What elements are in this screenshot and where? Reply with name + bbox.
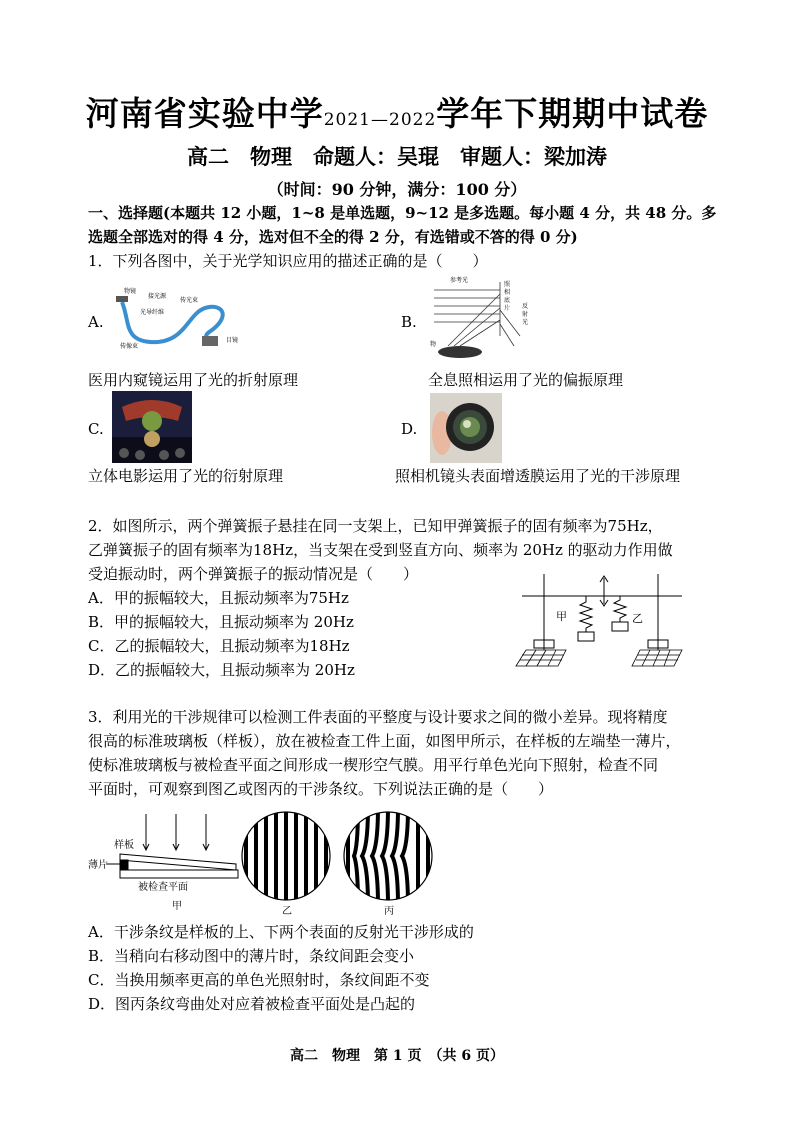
label-fiber: 光导纤维 xyxy=(140,309,165,316)
label-light-source: 接光源 xyxy=(148,293,167,300)
q3-option-c: C．当换用频率更高的单色光照射时，条纹间距不变 xyxy=(88,971,430,989)
label-fig-yi: 乙 xyxy=(282,906,292,917)
q2-stem-line3: 受迫振动时，两个弹簧振子的振动情况是（ ） xyxy=(88,565,419,583)
q2-option-b: B．甲的振幅较大，且振动频率为 20Hz xyxy=(88,613,354,631)
svg-text:照: 照 xyxy=(504,281,511,288)
svg-text:反: 反 xyxy=(522,303,529,310)
endoscope-figure xyxy=(110,282,250,352)
3d-movie-photo xyxy=(112,391,192,463)
label-baopian: 薄片 xyxy=(88,860,108,871)
label-image-beam: 传像束 xyxy=(120,343,139,350)
exam-title: 河南省实验中学2021—2022学年下期期中试卷 xyxy=(85,94,709,133)
label-light-beam: 传光束 xyxy=(180,297,199,304)
q2-stem-line1: 2．如图所示，两个弹簧振子悬挂在同一支架上，已知甲弹簧振子的固有频率为75Hz， xyxy=(88,517,663,535)
label-reference-light: 参考光 xyxy=(450,277,469,284)
q1-option-b-label: B. xyxy=(401,313,417,331)
label-object: 物 xyxy=(430,341,437,348)
q3-stem-line4: 平面时，可观察到图乙或图丙的干涉条纹。下列说法正确的是（ ） xyxy=(88,780,554,798)
label-inspected-plane: 被检查平面 xyxy=(138,882,188,893)
q1-option-a-text: 医用内窥镜运用了光的折射原理 xyxy=(88,371,299,389)
svg-text:光: 光 xyxy=(522,319,529,326)
time-info: （时间：90 分钟，满分：100 分） xyxy=(267,180,527,199)
q1-option-d-text: 照相机镜头表面增透膜运用了光的干涉原理 xyxy=(395,467,681,485)
q2-option-d: D．乙的振幅较大，且振动频率为 20Hz xyxy=(88,661,355,679)
svg-text:底: 底 xyxy=(504,297,511,304)
label-yi: 乙 xyxy=(632,612,643,625)
svg-text:片: 片 xyxy=(504,305,511,312)
q3-option-b: B．当稍向右移动图中的薄片时，条纹间距会变小 xyxy=(88,947,415,965)
exam-subtitle: 高二 物理 命题人：吴琨 审题人：梁加涛 xyxy=(187,145,607,169)
q3-stem-line2: 很高的标准玻璃板（样板），放在被检查工件上面，如图甲所示，在样板的左端垫一薄片， xyxy=(88,732,681,750)
q1-option-a-label: A. xyxy=(88,313,104,331)
interference-figure xyxy=(86,806,446,918)
section-heading-line1: 一、选择题(本题共 12 小题，1~8 是单选题，9~12 是多选题。每小题 4 分，共 48 分。多 xyxy=(88,204,717,222)
label-fig-bing: 丙 xyxy=(384,906,394,917)
q3-option-d: D．图丙条纹弯曲处对应着被检查平面处是凸起的 xyxy=(88,995,416,1013)
q1-option-d-label: D. xyxy=(401,420,418,438)
q1-stem: 1．下列各图中，关于光学知识应用的描述正确的是（ ） xyxy=(88,252,488,270)
label-jia: 甲 xyxy=(556,610,567,623)
label-objective: 物镜 xyxy=(124,288,137,295)
label-yangban: 样板 xyxy=(114,840,134,851)
svg-text:相: 相 xyxy=(504,289,511,296)
section-heading-line2: 选题全部选对的得 4 分，选对但不全的得 2 分，有选错或不答的得 0 分) xyxy=(88,228,578,246)
holography-figure xyxy=(428,274,558,362)
q2-option-c: C．乙的振幅较大，且振动频率为18Hz xyxy=(88,637,350,655)
spring-oscillator-figure xyxy=(512,570,692,670)
svg-text:射: 射 xyxy=(522,311,529,318)
q1-option-b-text: 全息照相运用了光的偏振原理 xyxy=(428,371,624,389)
q3-stem-line1: 3．利用光的干涉规律可以检测工件表面的平整度与设计要求之间的微小差异。现将精度 xyxy=(88,708,668,726)
q1-option-c-text: 立体电影运用了光的衍射原理 xyxy=(88,467,284,485)
page-footer: 高二 物理 第 1 页 （共 6 页） xyxy=(290,1048,504,1064)
label-eyepiece: 目镜 xyxy=(226,337,239,344)
camera-lens-photo xyxy=(430,393,502,463)
q2-option-a: A．甲的振幅较大，且振动频率为75Hz xyxy=(88,589,349,607)
q1-option-c-label: C. xyxy=(88,420,104,438)
q2-stem-line2: 乙弹簧振子的固有频率为18Hz，当支架在受到竖直方向、频率为 20Hz 的驱动力作用做 xyxy=(88,541,673,559)
q3-option-a: A．干涉条纹是样板的上、下两个表面的反射光干涉形成的 xyxy=(88,923,474,941)
label-fig-jia: 甲 xyxy=(172,901,182,912)
q3-stem-line3: 使标准玻璃板与被检查平面之间形成一楔形空气膜。用平行单色光向下照射，检查不同 xyxy=(88,756,659,774)
